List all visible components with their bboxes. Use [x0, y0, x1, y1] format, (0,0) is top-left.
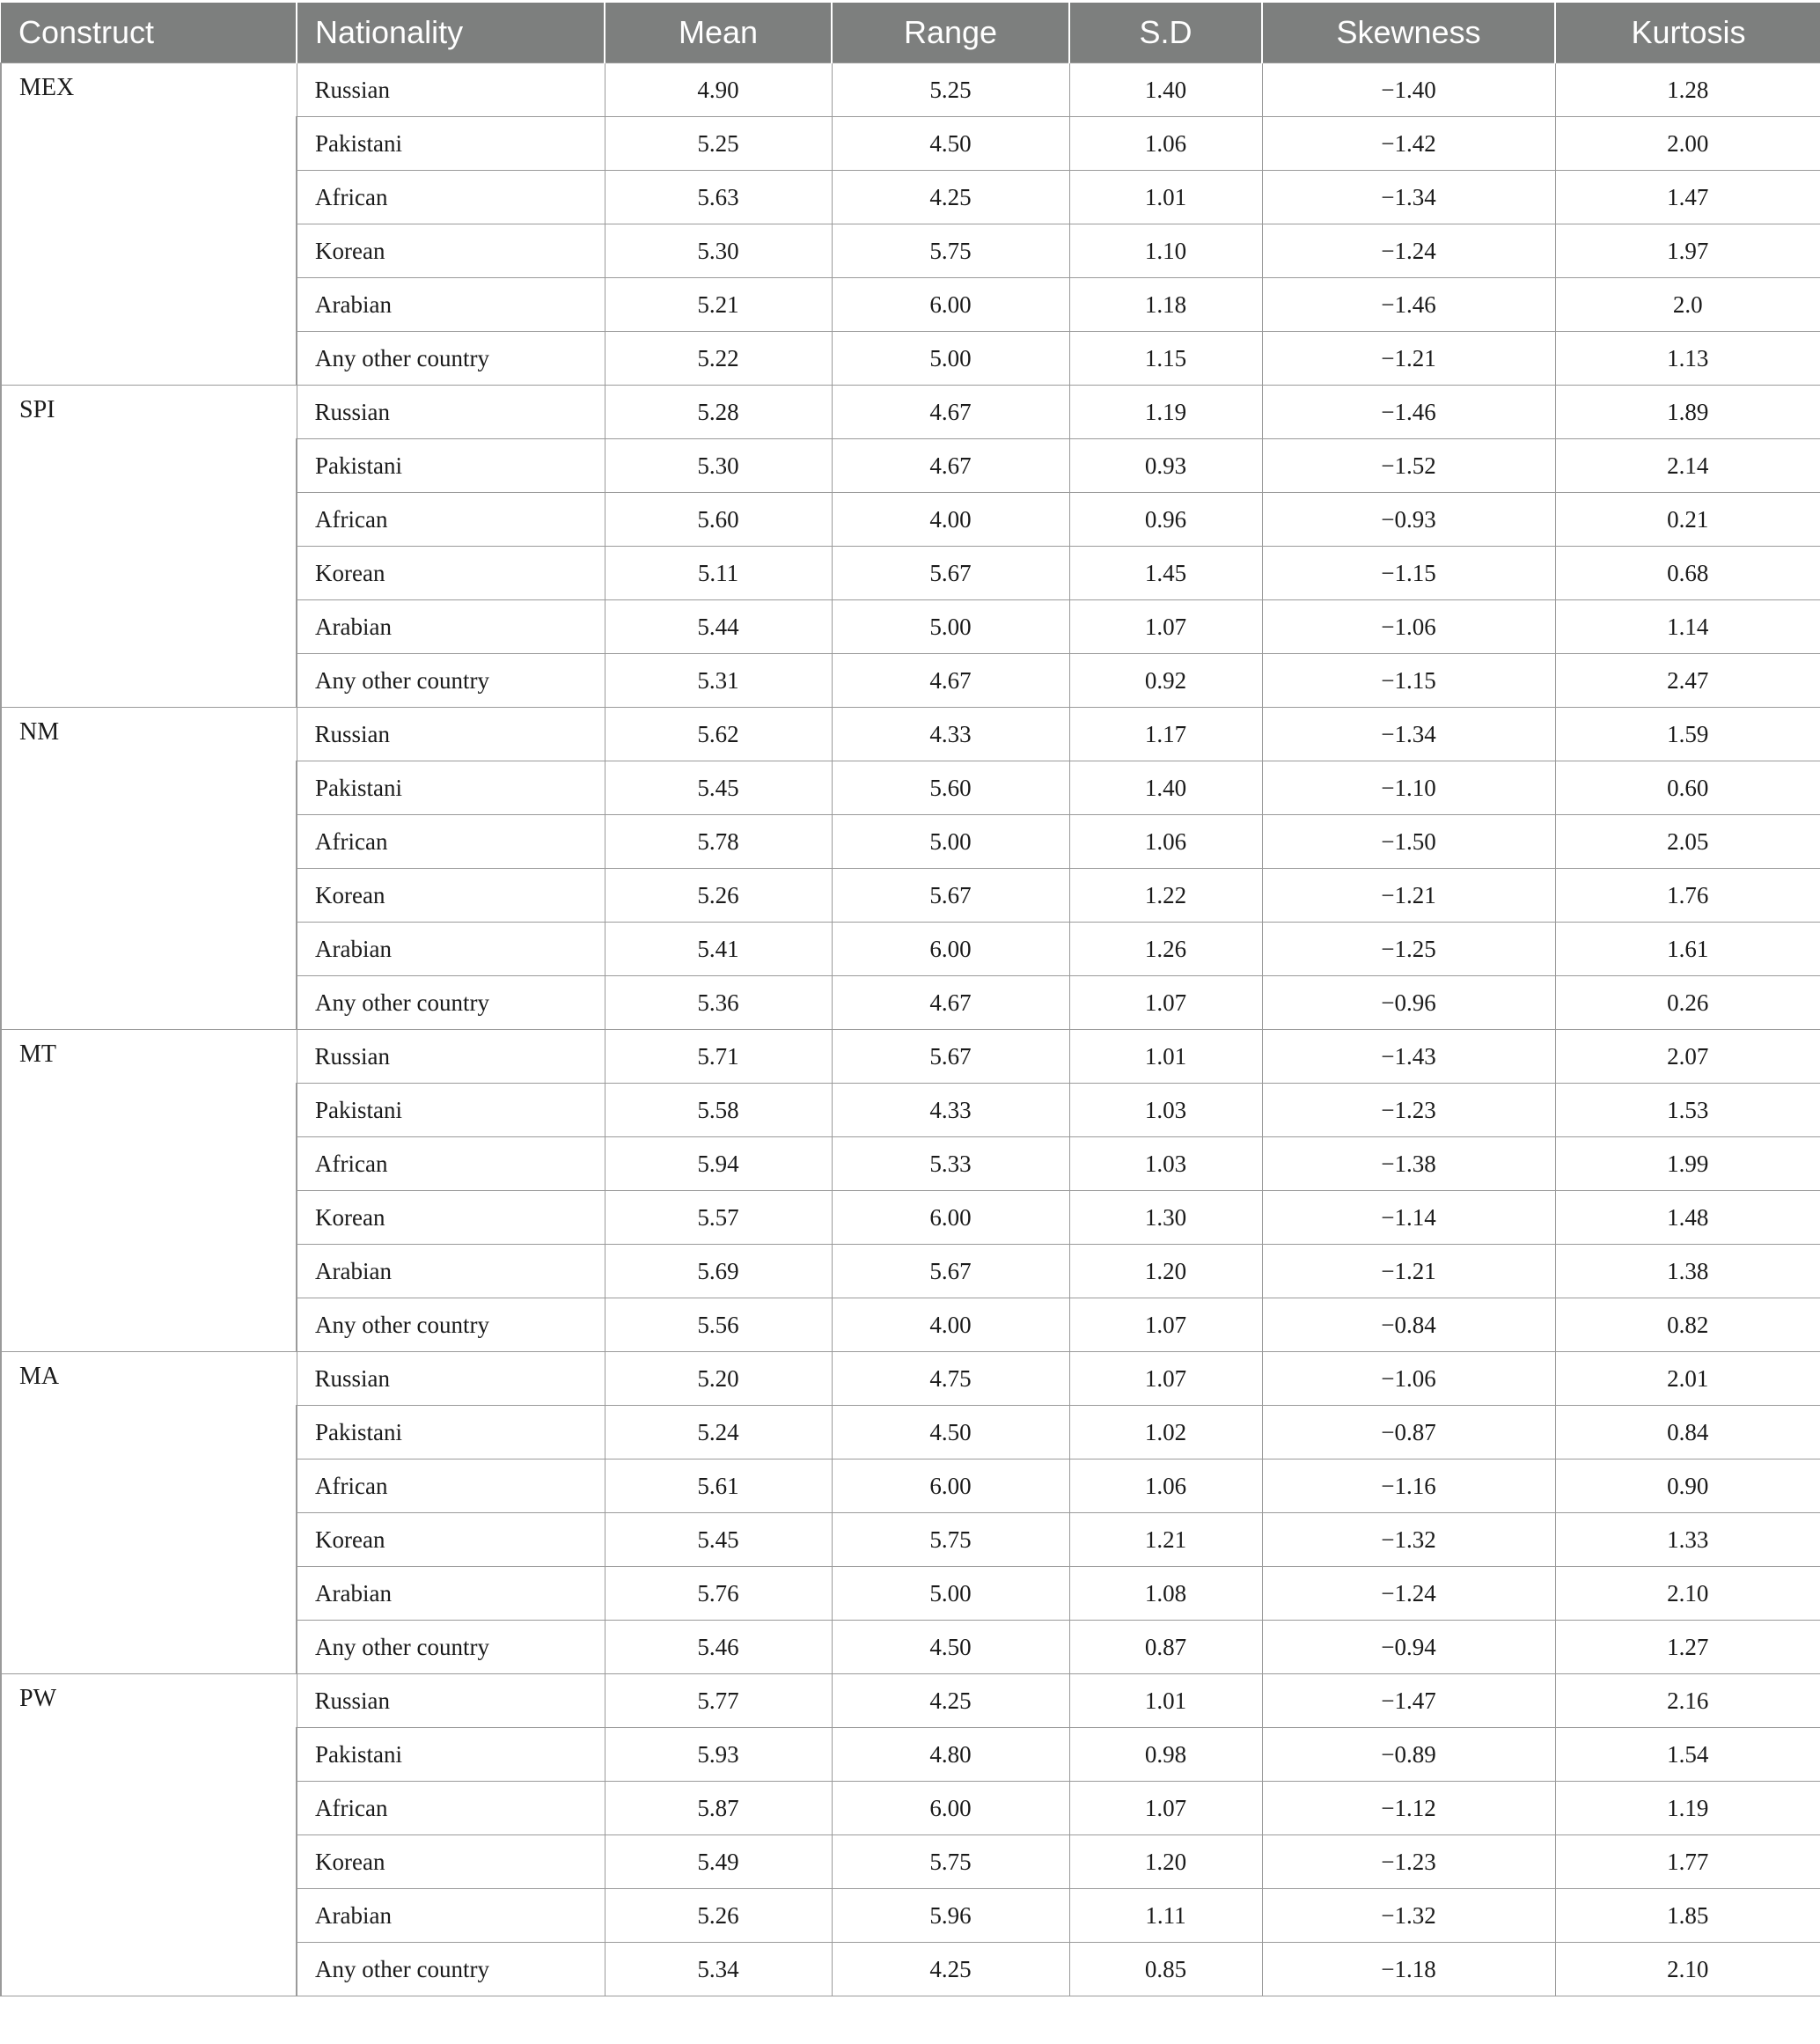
- cell-mean: 5.49: [605, 1835, 832, 1889]
- cell-nationality: Russian: [297, 1674, 605, 1728]
- cell-skewness: −1.32: [1262, 1889, 1555, 1943]
- cell-kurtosis: 1.53: [1555, 1084, 1820, 1137]
- cell-sd: 1.19: [1069, 386, 1262, 439]
- statistics-table: [0, 3, 1820, 1996]
- cell-construct: PW: [1, 1674, 297, 1996]
- cell-nationality: African: [297, 1459, 605, 1513]
- cell-skewness: −0.89: [1262, 1728, 1555, 1782]
- cell-sd: 1.06: [1069, 117, 1262, 171]
- cell-mean: 5.58: [605, 1084, 832, 1137]
- header-construct: Construct: [1, 3, 297, 63]
- cell-construct: MA: [1, 1352, 297, 1674]
- cell-range: 4.75: [832, 1352, 1069, 1406]
- cell-sd: 1.40: [1069, 63, 1262, 117]
- cell-sd: 1.26: [1069, 923, 1262, 976]
- cell-mean: 5.30: [605, 224, 832, 278]
- cell-mean: 5.76: [605, 1567, 832, 1621]
- table-row: [1, 1030, 1820, 1084]
- cell-sd: 1.11: [1069, 1889, 1262, 1943]
- cell-nationality: Any other country: [297, 1943, 605, 1996]
- cell-skewness: −1.18: [1262, 1943, 1555, 1996]
- cell-range: 6.00: [832, 278, 1069, 332]
- cell-construct: MEX: [1, 63, 297, 386]
- cell-kurtosis: 0.21: [1555, 493, 1820, 547]
- cell-sd: 1.03: [1069, 1137, 1262, 1191]
- cell-skewness: −1.52: [1262, 439, 1555, 493]
- cell-sd: 1.01: [1069, 1674, 1262, 1728]
- cell-mean: 5.22: [605, 332, 832, 386]
- cell-skewness: −1.06: [1262, 600, 1555, 654]
- cell-sd: 1.07: [1069, 976, 1262, 1030]
- cell-construct: MT: [1, 1030, 297, 1352]
- cell-nationality: Any other country: [297, 1298, 605, 1352]
- cell-kurtosis: 1.28: [1555, 63, 1820, 117]
- cell-sd: 1.22: [1069, 869, 1262, 923]
- cell-kurtosis: 2.07: [1555, 1030, 1820, 1084]
- cell-kurtosis: 1.97: [1555, 224, 1820, 278]
- cell-skewness: −1.15: [1262, 547, 1555, 600]
- cell-sd: 1.21: [1069, 1513, 1262, 1567]
- cell-range: 4.67: [832, 654, 1069, 708]
- table-row: [1, 708, 1820, 761]
- cell-nationality: Korean: [297, 1191, 605, 1245]
- cell-nationality: Arabian: [297, 1567, 605, 1621]
- cell-range: 5.33: [832, 1137, 1069, 1191]
- cell-mean: 5.69: [605, 1245, 832, 1298]
- cell-skewness: −1.43: [1262, 1030, 1555, 1084]
- cell-range: 4.67: [832, 976, 1069, 1030]
- cell-nationality: Any other country: [297, 976, 605, 1030]
- cell-range: 5.00: [832, 332, 1069, 386]
- cell-range: 4.33: [832, 708, 1069, 761]
- cell-mean: 5.93: [605, 1728, 832, 1782]
- cell-kurtosis: 1.89: [1555, 386, 1820, 439]
- cell-range: 4.50: [832, 117, 1069, 171]
- cell-skewness: −1.06: [1262, 1352, 1555, 1406]
- cell-sd: 1.01: [1069, 1030, 1262, 1084]
- cell-sd: 0.96: [1069, 493, 1262, 547]
- cell-range: 4.67: [832, 439, 1069, 493]
- cell-mean: 5.25: [605, 117, 832, 171]
- cell-mean: 5.21: [605, 278, 832, 332]
- cell-range: 4.67: [832, 386, 1069, 439]
- cell-nationality: African: [297, 171, 605, 224]
- table-body: [1, 63, 1820, 1996]
- cell-sd: 0.85: [1069, 1943, 1262, 1996]
- cell-range: 5.67: [832, 1030, 1069, 1084]
- cell-mean: 5.11: [605, 547, 832, 600]
- cell-mean: 5.36: [605, 976, 832, 1030]
- cell-kurtosis: 1.48: [1555, 1191, 1820, 1245]
- cell-mean: 5.62: [605, 708, 832, 761]
- cell-sd: 1.01: [1069, 171, 1262, 224]
- cell-sd: 1.18: [1069, 278, 1262, 332]
- cell-sd: 1.20: [1069, 1245, 1262, 1298]
- cell-nationality: Korean: [297, 1513, 605, 1567]
- cell-kurtosis: 0.60: [1555, 761, 1820, 815]
- cell-nationality: Pakistani: [297, 1728, 605, 1782]
- cell-skewness: −0.94: [1262, 1621, 1555, 1674]
- cell-mean: 5.61: [605, 1459, 832, 1513]
- cell-range: 5.60: [832, 761, 1069, 815]
- cell-sd: 1.06: [1069, 815, 1262, 869]
- cell-range: 4.50: [832, 1406, 1069, 1459]
- header-skewness: Skewness: [1262, 3, 1555, 63]
- cell-kurtosis: 2.47: [1555, 654, 1820, 708]
- cell-range: 5.67: [832, 1245, 1069, 1298]
- cell-kurtosis: 1.54: [1555, 1728, 1820, 1782]
- cell-skewness: −0.96: [1262, 976, 1555, 1030]
- table-row: [1, 63, 1820, 117]
- header-sd: S.D: [1069, 3, 1262, 63]
- cell-kurtosis: 1.33: [1555, 1513, 1820, 1567]
- cell-nationality: African: [297, 1782, 605, 1835]
- header-row: [1, 3, 1820, 63]
- cell-skewness: −1.15: [1262, 654, 1555, 708]
- cell-sd: 1.10: [1069, 224, 1262, 278]
- table-header: [1, 3, 1820, 63]
- cell-range: 4.25: [832, 171, 1069, 224]
- cell-kurtosis: 2.01: [1555, 1352, 1820, 1406]
- cell-mean: 5.56: [605, 1298, 832, 1352]
- cell-nationality: Pakistani: [297, 1084, 605, 1137]
- cell-skewness: −1.40: [1262, 63, 1555, 117]
- cell-range: 5.75: [832, 1513, 1069, 1567]
- cell-kurtosis: 1.61: [1555, 923, 1820, 976]
- table-row: [1, 386, 1820, 439]
- cell-nationality: African: [297, 493, 605, 547]
- cell-skewness: −1.24: [1262, 224, 1555, 278]
- cell-skewness: −1.34: [1262, 708, 1555, 761]
- cell-range: 4.80: [832, 1728, 1069, 1782]
- cell-sd: 1.06: [1069, 1459, 1262, 1513]
- cell-sd: 1.07: [1069, 1298, 1262, 1352]
- table-row: [1, 1352, 1820, 1406]
- cell-nationality: Pakistani: [297, 117, 605, 171]
- cell-kurtosis: 0.26: [1555, 976, 1820, 1030]
- cell-range: 5.00: [832, 815, 1069, 869]
- cell-sd: 1.15: [1069, 332, 1262, 386]
- cell-kurtosis: 2.10: [1555, 1567, 1820, 1621]
- cell-sd: 0.87: [1069, 1621, 1262, 1674]
- cell-kurtosis: 1.27: [1555, 1621, 1820, 1674]
- cell-mean: 5.28: [605, 386, 832, 439]
- cell-range: 6.00: [832, 1191, 1069, 1245]
- cell-mean: 4.90: [605, 63, 832, 117]
- cell-mean: 5.20: [605, 1352, 832, 1406]
- cell-mean: 5.41: [605, 923, 832, 976]
- cell-range: 5.00: [832, 600, 1069, 654]
- cell-skewness: −0.87: [1262, 1406, 1555, 1459]
- cell-nationality: Pakistani: [297, 439, 605, 493]
- cell-range: 4.33: [832, 1084, 1069, 1137]
- cell-skewness: −1.23: [1262, 1835, 1555, 1889]
- cell-kurtosis: 0.90: [1555, 1459, 1820, 1513]
- cell-kurtosis: 1.13: [1555, 332, 1820, 386]
- cell-skewness: −1.50: [1262, 815, 1555, 869]
- cell-mean: 5.45: [605, 761, 832, 815]
- cell-sd: 1.40: [1069, 761, 1262, 815]
- header-kurtosis: Kurtosis: [1555, 3, 1820, 63]
- cell-range: 5.67: [832, 547, 1069, 600]
- cell-sd: 1.03: [1069, 1084, 1262, 1137]
- cell-skewness: −1.25: [1262, 923, 1555, 976]
- cell-kurtosis: 1.99: [1555, 1137, 1820, 1191]
- cell-nationality: Pakistani: [297, 761, 605, 815]
- cell-kurtosis: 1.76: [1555, 869, 1820, 923]
- cell-sd: 1.30: [1069, 1191, 1262, 1245]
- cell-nationality: Russian: [297, 708, 605, 761]
- cell-sd: 1.07: [1069, 1782, 1262, 1835]
- table-row: [1, 1674, 1820, 1728]
- cell-skewness: −1.46: [1262, 278, 1555, 332]
- cell-range: 6.00: [832, 1782, 1069, 1835]
- cell-nationality: Pakistani: [297, 1406, 605, 1459]
- cell-nationality: Korean: [297, 224, 605, 278]
- cell-kurtosis: 0.82: [1555, 1298, 1820, 1352]
- cell-kurtosis: 2.05: [1555, 815, 1820, 869]
- cell-kurtosis: 1.38: [1555, 1245, 1820, 1298]
- cell-skewness: −1.32: [1262, 1513, 1555, 1567]
- cell-range: 6.00: [832, 923, 1069, 976]
- cell-skewness: −1.47: [1262, 1674, 1555, 1728]
- cell-range: 4.00: [832, 1298, 1069, 1352]
- cell-range: 5.75: [832, 224, 1069, 278]
- cell-skewness: −1.12: [1262, 1782, 1555, 1835]
- cell-sd: 1.45: [1069, 547, 1262, 600]
- cell-kurtosis: 2.00: [1555, 117, 1820, 171]
- cell-skewness: −1.34: [1262, 171, 1555, 224]
- cell-mean: 5.60: [605, 493, 832, 547]
- cell-range: 5.96: [832, 1889, 1069, 1943]
- cell-sd: 0.93: [1069, 439, 1262, 493]
- cell-sd: 1.07: [1069, 600, 1262, 654]
- cell-nationality: Korean: [297, 869, 605, 923]
- cell-nationality: Arabian: [297, 1889, 605, 1943]
- cell-kurtosis: 1.47: [1555, 171, 1820, 224]
- cell-range: 4.50: [832, 1621, 1069, 1674]
- cell-kurtosis: 0.84: [1555, 1406, 1820, 1459]
- cell-nationality: Korean: [297, 547, 605, 600]
- cell-sd: 1.07: [1069, 1352, 1262, 1406]
- cell-mean: 5.24: [605, 1406, 832, 1459]
- cell-mean: 5.94: [605, 1137, 832, 1191]
- header-nationality: Nationality: [297, 3, 605, 63]
- cell-range: 5.25: [832, 63, 1069, 117]
- cell-sd: 1.20: [1069, 1835, 1262, 1889]
- cell-skewness: −1.21: [1262, 1245, 1555, 1298]
- cell-range: 4.25: [832, 1943, 1069, 1996]
- cell-construct: NM: [1, 708, 297, 1030]
- cell-mean: 5.26: [605, 1889, 832, 1943]
- cell-kurtosis: 2.16: [1555, 1674, 1820, 1728]
- cell-nationality: Arabian: [297, 278, 605, 332]
- cell-sd: 1.17: [1069, 708, 1262, 761]
- cell-range: 5.75: [832, 1835, 1069, 1889]
- cell-sd: 0.92: [1069, 654, 1262, 708]
- cell-nationality: African: [297, 815, 605, 869]
- cell-mean: 5.46: [605, 1621, 832, 1674]
- cell-mean: 5.87: [605, 1782, 832, 1835]
- cell-kurtosis: 2.14: [1555, 439, 1820, 493]
- cell-kurtosis: 1.59: [1555, 708, 1820, 761]
- cell-range: 5.67: [832, 869, 1069, 923]
- cell-skewness: −0.84: [1262, 1298, 1555, 1352]
- cell-mean: 5.26: [605, 869, 832, 923]
- cell-mean: 5.31: [605, 654, 832, 708]
- cell-nationality: Russian: [297, 386, 605, 439]
- cell-skewness: −1.14: [1262, 1191, 1555, 1245]
- cell-skewness: −1.23: [1262, 1084, 1555, 1137]
- cell-nationality: Russian: [297, 1030, 605, 1084]
- cell-mean: 5.30: [605, 439, 832, 493]
- cell-kurtosis: 0.68: [1555, 547, 1820, 600]
- cell-nationality: Russian: [297, 1352, 605, 1406]
- cell-nationality: Korean: [297, 1835, 605, 1889]
- cell-sd: 1.02: [1069, 1406, 1262, 1459]
- cell-mean: 5.44: [605, 600, 832, 654]
- cell-mean: 5.45: [605, 1513, 832, 1567]
- cell-range: 5.00: [832, 1567, 1069, 1621]
- cell-mean: 5.63: [605, 171, 832, 224]
- cell-skewness: −1.38: [1262, 1137, 1555, 1191]
- cell-nationality: Russian: [297, 63, 605, 117]
- cell-construct: SPI: [1, 386, 297, 708]
- cell-sd: 1.08: [1069, 1567, 1262, 1621]
- cell-nationality: Any other country: [297, 654, 605, 708]
- cell-sd: 0.98: [1069, 1728, 1262, 1782]
- cell-nationality: Any other country: [297, 332, 605, 386]
- header-mean: Mean: [605, 3, 832, 63]
- cell-range: 6.00: [832, 1459, 1069, 1513]
- cell-range: 4.00: [832, 493, 1069, 547]
- cell-nationality: Arabian: [297, 923, 605, 976]
- cell-kurtosis: 1.14: [1555, 600, 1820, 654]
- cell-nationality: Arabian: [297, 600, 605, 654]
- cell-skewness: −1.42: [1262, 117, 1555, 171]
- cell-kurtosis: 2.10: [1555, 1943, 1820, 1996]
- cell-skewness: −1.46: [1262, 386, 1555, 439]
- cell-skewness: −0.93: [1262, 493, 1555, 547]
- cell-range: 4.25: [832, 1674, 1069, 1728]
- cell-mean: 5.77: [605, 1674, 832, 1728]
- cell-mean: 5.34: [605, 1943, 832, 1996]
- cell-mean: 5.78: [605, 815, 832, 869]
- cell-nationality: African: [297, 1137, 605, 1191]
- cell-skewness: −1.16: [1262, 1459, 1555, 1513]
- cell-skewness: −1.24: [1262, 1567, 1555, 1621]
- cell-mean: 5.57: [605, 1191, 832, 1245]
- cell-skewness: −1.10: [1262, 761, 1555, 815]
- cell-skewness: −1.21: [1262, 869, 1555, 923]
- cell-skewness: −1.21: [1262, 332, 1555, 386]
- cell-mean: 5.71: [605, 1030, 832, 1084]
- cell-nationality: Any other country: [297, 1621, 605, 1674]
- cell-kurtosis: 1.19: [1555, 1782, 1820, 1835]
- cell-nationality: Arabian: [297, 1245, 605, 1298]
- cell-kurtosis: 1.77: [1555, 1835, 1820, 1889]
- cell-kurtosis: 1.85: [1555, 1889, 1820, 1943]
- cell-kurtosis: 2.0: [1555, 278, 1820, 332]
- header-range: Range: [832, 3, 1069, 63]
